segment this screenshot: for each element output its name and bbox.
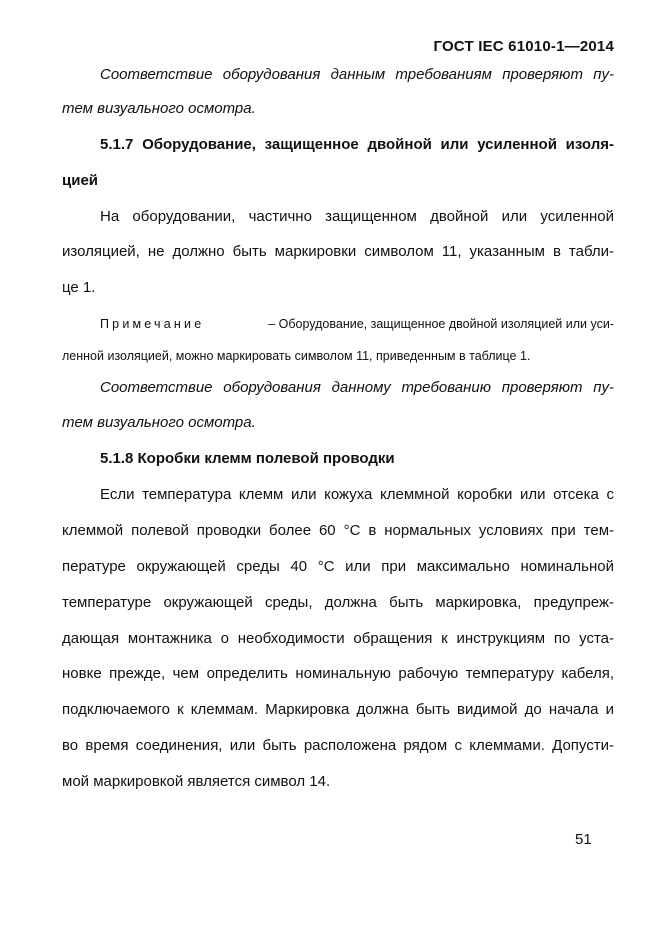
paragraph-line: дающая монтажника о необходимости обращения к инструкциям по уста-: [62, 630, 614, 647]
compliance-text-line-1: Соответствие оборудования данным требованиям проверяют пу-: [100, 66, 614, 83]
paragraph-line: температуре окружающей среды, должна быть маркировка, предупреж-: [62, 594, 614, 611]
compliance-text-line-4: тем визуального осмотра.: [62, 414, 256, 431]
paragraph-line: мой маркировкой является символ 14.: [62, 773, 331, 790]
paragraph-line: изоляцией, не должно быть маркировки символом 11, указанным в табли-: [62, 243, 614, 260]
note-line-1: [100, 315, 614, 333]
compliance-text-line-3: Соответствие оборудования данному требованию проверяют пу-: [100, 379, 614, 396]
note-label: Примечание: [100, 317, 205, 331]
paragraph-line: подключаемого к клеммам. Маркировка должна быть видимой до начала и: [62, 701, 614, 718]
paragraph-line: клеммой полевой проводки более 60 °C в нормальных условиях при тем-: [62, 522, 614, 539]
note-text: – Оборудование, защищенное двойной изоляцией или уси-: [268, 317, 614, 331]
paragraph-line: во время соединения, или быть расположена рядом с клеммами. Допусти-: [62, 737, 614, 754]
section-heading-5-1-7: 5.1.7 Оборудование, защищенное двойной или усиленной изоля-: [100, 136, 614, 153]
compliance-text-line-2: тем визуального осмотра.: [62, 100, 256, 117]
paragraph-line: новке прежде, чем определить номинальную рабочую температуру кабеля,: [62, 665, 614, 682]
page-number: 51: [575, 831, 592, 848]
section-heading-5-1-8: 5.1.8 Коробки клемм полевой проводки: [100, 450, 395, 467]
document-header: ГОСТ IEC 61010-1—2014: [433, 38, 614, 55]
paragraph-line: пературе окружающей среды 40 °C или при максимально номинальной: [62, 558, 614, 575]
note-line-2: ленной изоляцией, можно маркировать символом 11, приведенным в таблице 1.: [62, 349, 531, 363]
paragraph-line: це 1.: [62, 279, 96, 296]
paragraph-line: На оборудовании, частично защищенном двойной или усиленной: [100, 208, 614, 225]
section-heading-5-1-7-cont: цией: [62, 172, 99, 189]
paragraph-line: Если температура клемм или кожуха клеммной коробки или отсека с: [100, 486, 614, 503]
